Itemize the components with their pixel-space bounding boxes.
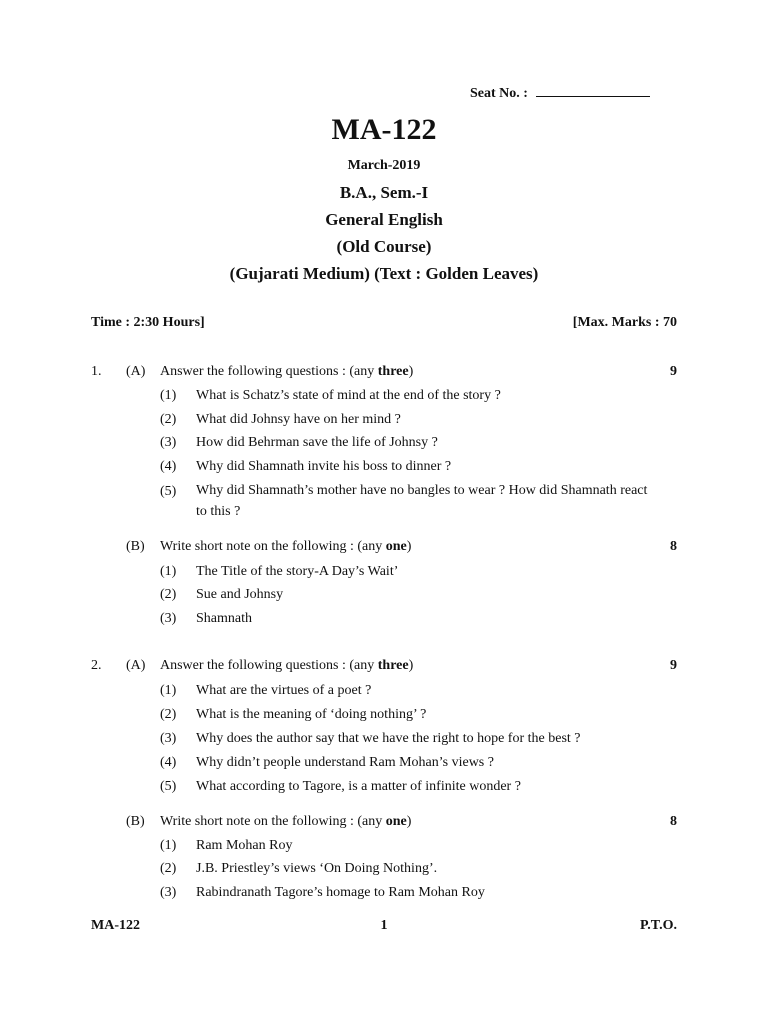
sub-question-text: Sue and Johnsy bbox=[196, 587, 284, 602]
sub-question-number: (3) bbox=[160, 885, 177, 900]
part-instruction: Write short note on the following : (any one) bbox=[160, 539, 412, 554]
part-instruction: Answer the following questions : (any three) bbox=[160, 658, 414, 673]
sub-question-text: What is the meaning of ‘doing nothing’ ? bbox=[196, 707, 427, 722]
medium-and-text: (Gujarati Medium) (Text : Golden Leaves) bbox=[229, 264, 539, 283]
part-instruction: Answer the following questions : (any three) bbox=[160, 364, 414, 379]
sub-question-number: (2) bbox=[160, 587, 177, 602]
sub-question-number: (4) bbox=[160, 755, 177, 770]
sub-question-text: What are the virtues of a poet ? bbox=[196, 683, 372, 698]
part-marks: 8 bbox=[670, 814, 677, 829]
sub-question-number: (3) bbox=[160, 611, 177, 626]
sub-question-text: Why did Shamnath’s mother have no bangles to wear ? How did Shamnath react to this ? bbox=[196, 483, 648, 519]
question-number: 1. bbox=[91, 364, 102, 379]
part-marks: 9 bbox=[670, 658, 677, 673]
sub-question-text: J.B. Priestley’s views ‘On Doing Nothing’. bbox=[196, 861, 438, 876]
footer-paper-code: MA-122 bbox=[91, 918, 140, 933]
sub-question-text: What is Schatz’s state of mind at the end of the story ? bbox=[196, 388, 501, 403]
sub-question-number: (2) bbox=[160, 412, 177, 427]
sub-question-text: What according to Tagore, is a matter of infinite wonder ? bbox=[196, 779, 521, 794]
part-label: (A) bbox=[126, 364, 146, 379]
sub-question-number: (1) bbox=[160, 388, 177, 403]
part-label: (A) bbox=[126, 658, 146, 673]
part-label: (B) bbox=[126, 814, 145, 829]
sub-question-number: (5) bbox=[160, 779, 177, 794]
seat-number-blank bbox=[536, 84, 650, 97]
sub-question-number: (1) bbox=[160, 838, 177, 853]
sub-question-number: (1) bbox=[160, 564, 177, 579]
page-number: 1 bbox=[380, 918, 388, 933]
sub-question-text: What did Johnsy have on her mind ? bbox=[196, 412, 401, 427]
exam-date: March-2019 bbox=[347, 158, 421, 173]
sub-question-number: (1) bbox=[160, 683, 177, 698]
sub-question-text: Shamnath bbox=[196, 611, 252, 626]
part-marks: 9 bbox=[670, 364, 677, 379]
question-number: 2. bbox=[91, 658, 102, 673]
sub-question-number: (5) bbox=[160, 484, 177, 499]
sub-question-number: (3) bbox=[160, 731, 177, 746]
course-type: (Old Course) bbox=[336, 237, 432, 256]
sub-question-number: (4) bbox=[160, 459, 177, 474]
sub-question-text: Ram Mohan Roy bbox=[196, 838, 293, 853]
sub-question-text: Why did Shamnath invite his boss to dinner ? bbox=[196, 459, 452, 474]
sub-question-text: Why didn’t people understand Ram Mohan’s views ? bbox=[196, 755, 494, 770]
sub-question-number: (2) bbox=[160, 861, 177, 876]
seat-number-label: Seat No. : bbox=[470, 84, 650, 102]
part-label: (B) bbox=[126, 539, 145, 554]
paper-code: MA-122 bbox=[331, 113, 437, 146]
max-marks: [Max. Marks : 70 bbox=[572, 315, 677, 330]
subject-name: General English bbox=[325, 210, 443, 229]
sub-question-text: The Title of the story-A Day’s Wait’ bbox=[196, 564, 399, 579]
time-limit: Time : 2:30 Hours] bbox=[91, 315, 205, 330]
part-marks: 8 bbox=[670, 539, 677, 554]
course-name: B.A., Sem.-I bbox=[339, 183, 429, 202]
sub-question-number: (2) bbox=[160, 707, 177, 722]
sub-question-text: Why does the author say that we have the right to hope for the best ? bbox=[196, 731, 581, 746]
sub-question-number: (3) bbox=[160, 435, 177, 450]
sub-question-text: Rabindranath Tagore’s homage to Ram Mohan Roy bbox=[196, 885, 485, 900]
sub-question-text: How did Behrman save the life of Johnsy ? bbox=[196, 435, 438, 450]
part-instruction: Write short note on the following : (any one) bbox=[160, 814, 412, 829]
please-turn-over: P.T.O. bbox=[640, 918, 677, 933]
